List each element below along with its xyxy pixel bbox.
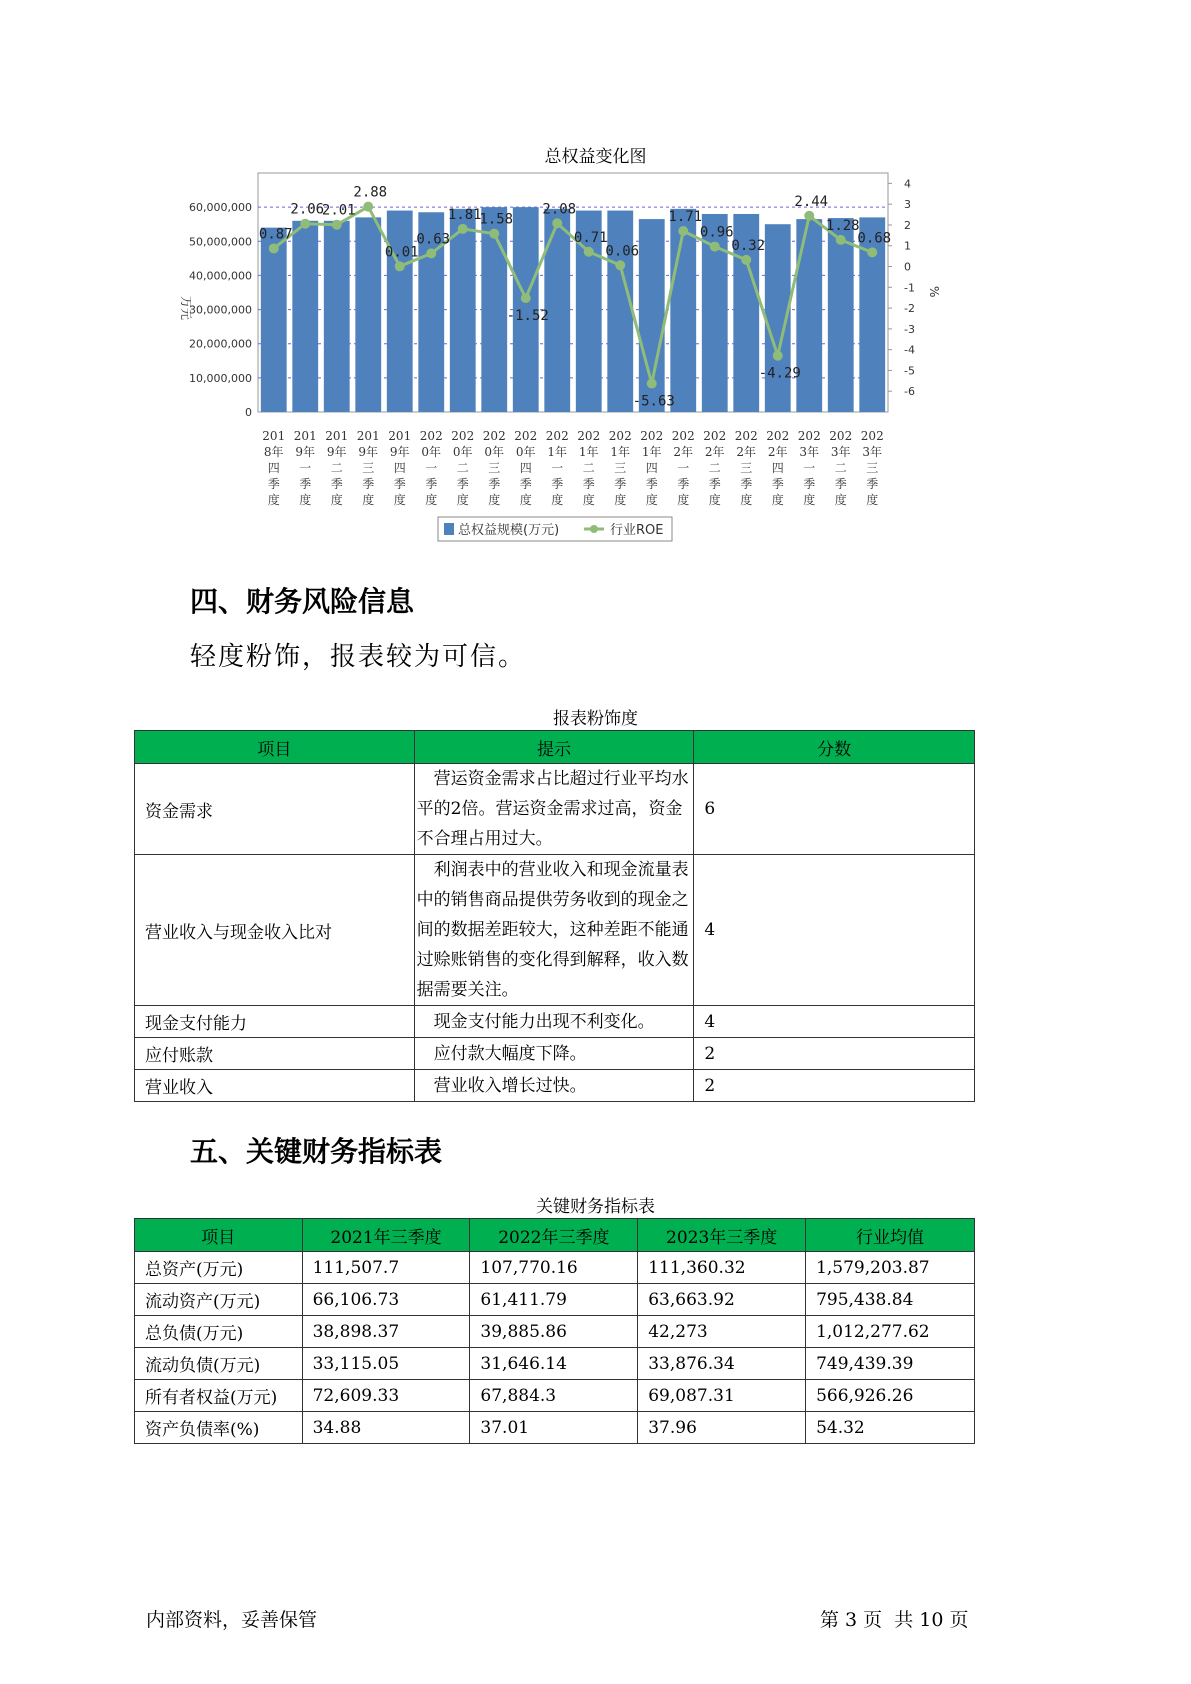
roe-point: [269, 243, 279, 253]
data-label: 0.71: [573, 229, 608, 246]
data-label: 0.32: [731, 237, 766, 254]
row-label: 所有者权益(万元): [135, 1380, 303, 1412]
indicator-table-caption: 关键财务指标表: [536, 1197, 655, 1217]
row-score: 2: [694, 1038, 975, 1070]
indicator-table: [134, 1218, 975, 1444]
x-tick-label: 度: [645, 493, 658, 507]
y2-tick-label: 1: [904, 239, 911, 253]
x-tick-label: 四: [267, 461, 280, 475]
table-row: [135, 1006, 975, 1038]
row-score: 6: [694, 764, 975, 855]
x-tick-label: 9年: [326, 445, 347, 459]
data-label: -4.29: [758, 365, 801, 382]
bar: [355, 217, 381, 412]
x-tick-label: 202: [514, 429, 538, 443]
roe-point: [521, 293, 531, 303]
row-score: 4: [694, 855, 975, 1006]
y2-axis-title: %: [927, 286, 941, 298]
x-tick-label: 度: [582, 493, 595, 507]
table-row: [135, 1316, 975, 1348]
x-tick-label: 度: [330, 493, 343, 507]
x-tick-label: 202: [829, 429, 853, 443]
x-tick-label: 一: [677, 461, 690, 475]
x-tick-label: 三: [866, 461, 879, 475]
header-industry-avg: 行业均值: [806, 1219, 975, 1252]
equity-chart: [170, 168, 950, 548]
x-tick-label: 202: [640, 429, 664, 443]
roe-point: [804, 211, 814, 221]
row-value: 111,360.32: [638, 1252, 806, 1284]
row-value: 107,770.16: [470, 1252, 638, 1284]
legend-line-label: 行业ROE: [610, 523, 664, 538]
x-tick-label: 季: [362, 477, 375, 491]
table-row: [135, 764, 975, 855]
data-label: 2.01: [321, 202, 356, 219]
x-tick-label: 1年: [641, 445, 662, 459]
table-row: [135, 1252, 975, 1284]
x-tick-label: 202: [577, 429, 601, 443]
data-label: 0.06: [605, 243, 640, 260]
x-tick-label: 201: [388, 429, 412, 443]
row-value: 42,273: [638, 1316, 806, 1348]
x-tick-label: 202: [703, 429, 727, 443]
legend-bar-swatch: [444, 523, 454, 535]
x-tick-label: 季: [488, 477, 501, 491]
x-tick-label: 2年: [673, 445, 694, 459]
x-tick-label: 季: [582, 477, 595, 491]
section4-heading: 四、财务风险信息: [190, 585, 415, 618]
bar: [859, 217, 885, 412]
table-header-row: [135, 1219, 975, 1252]
page-number: 第 3 页 共 10 页: [820, 1609, 969, 1631]
roe-point: [426, 248, 436, 258]
row-score: 4: [694, 1006, 975, 1038]
x-tick-label: 202: [734, 429, 758, 443]
x-tick-label: 201: [293, 429, 317, 443]
row-value: 54.32: [806, 1412, 975, 1444]
table-row: [135, 1070, 975, 1102]
x-tick-label: 度: [834, 493, 847, 507]
row-value: 31,646.14: [470, 1348, 638, 1380]
x-tick-label: 0年: [452, 445, 473, 459]
x-tick-label: 度: [299, 493, 312, 507]
row-label: 资产负债率(%): [135, 1412, 303, 1444]
header-score: 分数: [694, 731, 975, 764]
bar: [670, 209, 696, 412]
x-tick-label: 季: [803, 477, 816, 491]
x-tick-label: 一: [425, 461, 438, 475]
bar: [387, 211, 413, 412]
section5-heading: 五、关键财务指标表: [190, 1135, 443, 1168]
header-item: 项目: [135, 1219, 303, 1252]
data-label: 1.81: [447, 206, 482, 223]
x-tick-label: 1年: [547, 445, 568, 459]
row-value: 566,926.26: [806, 1380, 975, 1412]
x-tick-label: 202: [419, 429, 443, 443]
roe-point: [552, 218, 562, 228]
data-label: 2.44: [794, 193, 829, 210]
y2-tick-label: -5: [904, 364, 915, 378]
bar: [828, 218, 854, 412]
risk-table: [134, 730, 975, 1102]
x-tick-label: 度: [393, 493, 406, 507]
bar: [796, 219, 822, 412]
y2-tick-label: -2: [904, 302, 915, 316]
row-hint: 营业收入增长过快。: [414, 1070, 694, 1102]
x-tick-label: 四: [519, 461, 532, 475]
header-2023q3: 2023年三季度: [638, 1219, 806, 1252]
x-tick-label: 202: [671, 429, 695, 443]
data-label: -1.52: [506, 308, 549, 325]
roe-point: [458, 224, 468, 234]
x-tick-label: 3年: [862, 445, 883, 459]
table-header-row: [135, 731, 975, 764]
header-2022q3: 2022年三季度: [470, 1219, 638, 1252]
x-tick-label: 3年: [830, 445, 851, 459]
x-tick-label: 季: [267, 477, 280, 491]
roe-point: [647, 379, 657, 389]
y2-tick-label: -4: [904, 343, 915, 357]
row-value: 38,898.37: [302, 1316, 470, 1348]
roe-point: [710, 242, 720, 252]
row-value: 111,507.7: [302, 1252, 470, 1284]
roe-point: [363, 202, 373, 212]
x-tick-label: 201: [356, 429, 380, 443]
x-tick-label: 9年: [358, 445, 379, 459]
x-tick-label: 度: [771, 493, 784, 507]
roe-point: [395, 261, 405, 271]
row-value: 72,609.33: [302, 1380, 470, 1412]
legend-bar-label: 总权益规模(万元): [458, 523, 560, 538]
row-hint: 营运资金需求占比超过行业平均水平的2倍。营运资金需求过高，资金不合理占用过大。: [414, 764, 694, 855]
x-tick-label: 度: [740, 493, 753, 507]
y-tick-label: 30,000,000: [189, 303, 252, 317]
x-tick-label: 季: [866, 477, 879, 491]
row-hint: 现金支付能力出现不利变化。: [414, 1006, 694, 1038]
data-label: 0.63: [416, 231, 451, 248]
roe-point: [836, 235, 846, 245]
data-label: 1.58: [479, 211, 514, 228]
x-tick-label: 2年: [704, 445, 725, 459]
y-tick-label: 40,000,000: [189, 269, 252, 283]
row-value: 69,087.31: [638, 1380, 806, 1412]
x-tick-label: 0年: [421, 445, 442, 459]
chart-title: 总权益变化图: [544, 147, 647, 167]
row-value: 33,115.05: [302, 1348, 470, 1380]
x-tick-label: 1年: [610, 445, 631, 459]
bar: [607, 211, 633, 412]
x-tick-label: 一: [803, 461, 816, 475]
x-tick-label: 三: [614, 461, 627, 475]
x-tick-label: 9年: [295, 445, 316, 459]
y-tick-label: 50,000,000: [189, 235, 252, 249]
risk-table-caption: 报表粉饰度: [553, 709, 638, 729]
row-label: 总负债(万元): [135, 1316, 303, 1348]
x-tick-label: 季: [740, 477, 753, 491]
x-tick-label: 季: [677, 477, 690, 491]
x-tick-label: 一: [299, 461, 312, 475]
y2-tick-label: -3: [904, 322, 915, 336]
x-tick-label: 二: [582, 461, 595, 475]
x-tick-label: 二: [708, 461, 721, 475]
y2-tick-label: -1: [904, 281, 915, 295]
roe-point: [300, 219, 310, 229]
x-tick-label: 1年: [578, 445, 599, 459]
x-tick-label: 度: [488, 493, 501, 507]
x-tick-label: 202: [766, 429, 790, 443]
row-value: 37.01: [470, 1412, 638, 1444]
x-tick-label: 9年: [389, 445, 410, 459]
table-row: [135, 1412, 975, 1444]
row-value: 34.88: [302, 1412, 470, 1444]
x-tick-label: 季: [393, 477, 406, 491]
x-tick-label: 202: [482, 429, 506, 443]
data-label: 2.06: [290, 201, 325, 218]
x-tick-label: 度: [677, 493, 690, 507]
x-tick-label: 度: [425, 493, 438, 507]
roe-point: [332, 220, 342, 230]
x-tick-label: 0年: [484, 445, 505, 459]
x-tick-label: 202: [451, 429, 475, 443]
x-tick-label: 二: [330, 461, 343, 475]
header-hint: 提示: [414, 731, 694, 764]
row-label: 总资产(万元): [135, 1252, 303, 1284]
y-tick-label: 10,000,000: [189, 371, 252, 385]
row-value: 61,411.79: [470, 1284, 638, 1316]
x-tick-label: 度: [519, 493, 532, 507]
data-label: 0.87: [258, 226, 293, 243]
x-tick-label: 四: [393, 461, 406, 475]
row-score: 2: [694, 1070, 975, 1102]
x-tick-label: 季: [299, 477, 312, 491]
x-tick-label: 度: [551, 493, 564, 507]
x-tick-label: 201: [325, 429, 349, 443]
x-tick-label: 201: [262, 429, 286, 443]
x-tick-label: 三: [488, 461, 501, 475]
x-tick-label: 2年: [767, 445, 788, 459]
y2-tick-label: 0: [904, 260, 911, 274]
bar: [450, 209, 476, 412]
x-tick-label: 度: [708, 493, 721, 507]
x-tick-label: 一: [551, 461, 564, 475]
table-row: [135, 1038, 975, 1070]
row-label: 流动负债(万元): [135, 1348, 303, 1380]
roe-point: [741, 255, 751, 265]
table-row: [135, 1348, 975, 1380]
row-value: 795,438.84: [806, 1284, 975, 1316]
row-value: 67,884.3: [470, 1380, 638, 1412]
data-label: 0.68: [857, 230, 892, 247]
data-label: 2.88: [353, 184, 388, 201]
y-tick-label: 0: [245, 406, 252, 419]
data-label: 1.28: [825, 217, 860, 234]
bar: [292, 221, 318, 412]
x-tick-label: 202: [545, 429, 569, 443]
row-item: 资金需求: [135, 764, 415, 855]
row-value: 749,439.39: [806, 1348, 975, 1380]
row-value: 1,012,277.62: [806, 1316, 975, 1348]
x-tick-label: 季: [519, 477, 532, 491]
roe-point: [615, 260, 625, 270]
x-tick-label: 季: [834, 477, 847, 491]
x-tick-label: 2年: [736, 445, 757, 459]
row-value: 37.96: [638, 1412, 806, 1444]
roe-point: [584, 247, 594, 257]
row-label: 流动资产(万元): [135, 1284, 303, 1316]
bar: [261, 228, 287, 412]
footer-note: 内部资料，妥善保管: [146, 1609, 318, 1631]
x-tick-label: 四: [645, 461, 658, 475]
bar: [324, 221, 350, 412]
data-label: -5.63: [632, 393, 675, 410]
x-tick-label: 0年: [515, 445, 536, 459]
row-item: 现金支付能力: [135, 1006, 415, 1038]
row-value: 39,885.86: [470, 1316, 638, 1348]
y-axis-title: 万元: [179, 296, 193, 321]
x-tick-label: 3年: [799, 445, 820, 459]
table-row: [135, 1284, 975, 1316]
header-2021q3: 2021年三季度: [302, 1219, 470, 1252]
x-tick-label: 季: [456, 477, 469, 491]
row-hint: 利润表中的营业收入和现金流量表中的销售商品提供劳务收到的现金之间的数据差距较大，这种差距不能通过赊账销售的变化得到解释，收入数据需要关注。: [414, 855, 694, 1006]
data-label: 2.08: [542, 201, 577, 218]
row-value: 33,876.34: [638, 1348, 806, 1380]
x-tick-label: 季: [551, 477, 564, 491]
x-tick-label: 度: [866, 493, 879, 507]
x-tick-label: 季: [614, 477, 627, 491]
row-item: 应付账款: [135, 1038, 415, 1070]
x-tick-label: 二: [456, 461, 469, 475]
row-item: 营业收入: [135, 1070, 415, 1102]
row-value: 66,106.73: [302, 1284, 470, 1316]
data-label: 1.71: [668, 208, 703, 225]
roe-point: [489, 229, 499, 239]
x-tick-label: 202: [797, 429, 821, 443]
x-tick-label: 季: [708, 477, 721, 491]
roe-point: [867, 247, 877, 257]
legend-line-marker: [590, 525, 598, 533]
table-row: [135, 855, 975, 1006]
row-value: 1,579,203.87: [806, 1252, 975, 1284]
x-tick-label: 季: [771, 477, 784, 491]
x-tick-label: 度: [803, 493, 816, 507]
x-tick-label: 三: [362, 461, 375, 475]
x-tick-label: 四: [771, 461, 784, 475]
x-tick-label: 季: [645, 477, 658, 491]
row-value: 63,663.92: [638, 1284, 806, 1316]
x-tick-label: 季: [330, 477, 343, 491]
y-tick-label: 20,000,000: [189, 337, 252, 351]
x-tick-label: 度: [362, 493, 375, 507]
y2-tick-label: 3: [904, 198, 911, 212]
y-tick-label: 60,000,000: [189, 201, 252, 215]
data-label: 0.01: [384, 244, 419, 261]
y2-tick-label: 4: [904, 177, 911, 191]
y2-tick-label: 2: [904, 218, 911, 232]
x-tick-label: 202: [608, 429, 632, 443]
row-item: 营业收入与现金收入比对: [135, 855, 415, 1006]
y2-tick-label: -6: [904, 385, 915, 399]
x-tick-label: 度: [267, 493, 280, 507]
roe-point: [678, 226, 688, 236]
x-tick-label: 三: [740, 461, 753, 475]
row-hint: 应付款大幅度下降。: [414, 1038, 694, 1070]
x-tick-label: 度: [614, 493, 627, 507]
x-tick-label: 8年: [263, 445, 284, 459]
section4-paragraph: 轻度粉饰，报表较为可信。: [190, 642, 527, 672]
header-item: 项目: [135, 731, 415, 764]
x-tick-label: 季: [425, 477, 438, 491]
x-tick-label: 二: [834, 461, 847, 475]
x-tick-label: 度: [456, 493, 469, 507]
data-label: 0.96: [699, 224, 734, 241]
x-tick-label: 202: [860, 429, 884, 443]
roe-point: [773, 351, 783, 361]
table-row: [135, 1380, 975, 1412]
